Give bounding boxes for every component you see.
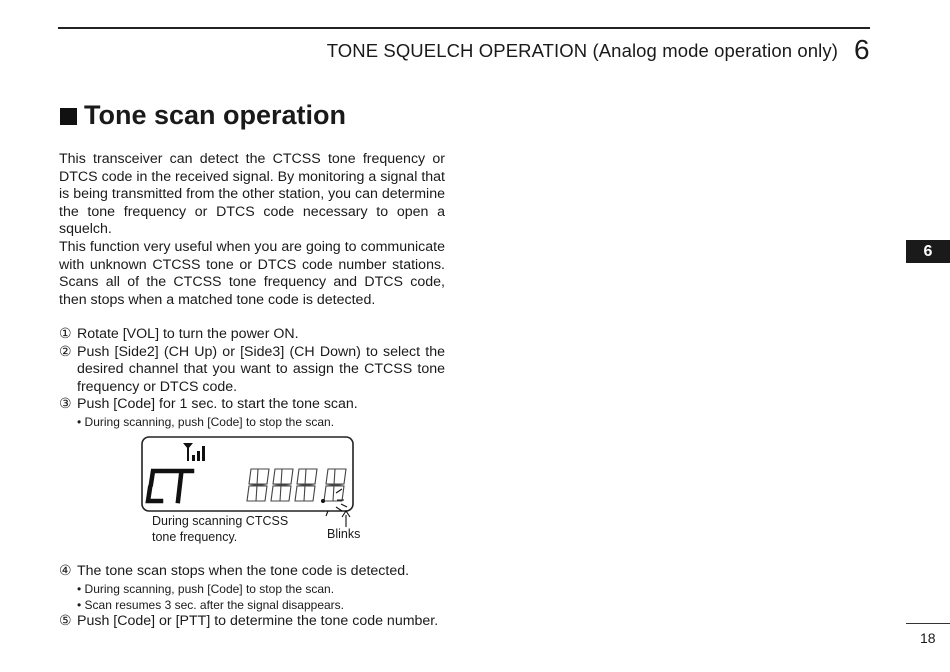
step-text: Push [Side2] (CH Up) or [Side3] (CH Down) to select the desired channel that you want to assign the CTCSS tone frequency or DTCS code. — [77, 343, 445, 395]
page-number: 18 — [920, 630, 936, 646]
section-heading — [60, 100, 346, 131]
step-number: ① — [59, 326, 72, 342]
step-number: ④ — [59, 563, 72, 579]
header-rule — [58, 27, 870, 29]
step-text: Push [Code] or [PTT] to determine the tone code number. — [77, 612, 439, 629]
step-1 — [59, 326, 445, 344]
step-5 — [59, 613, 445, 631]
step-number: ② — [59, 343, 72, 360]
chapter-side-tab: 6 — [906, 240, 950, 263]
square-bullet-icon — [60, 108, 77, 125]
running-title: TONE SQUELCH OPERATION (Analog mode operation only) — [326, 40, 838, 61]
blink-arrow-icon — [342, 511, 350, 527]
step-3 — [59, 396, 445, 414]
step-text: Push [Code] for 1 sec. to start the tone scan. — [77, 396, 358, 413]
step-text: Rotate [VOL] to turn the power ON. — [77, 326, 299, 342]
step-text: The tone scan stops when the tone code is detected. — [77, 563, 410, 579]
chapter-number: 6 — [854, 34, 870, 65]
intro-text — [59, 151, 445, 309]
steps-list-1 — [59, 326, 445, 430]
section-title: Tone scan operation — [84, 100, 347, 130]
step-2 — [59, 344, 445, 397]
step-4-note-1: • During scanning, push [Code] to stop the scan. — [77, 581, 335, 596]
step-3-note: • During scanning, push [Code] to stop the scan. — [77, 414, 335, 429]
intro-paragraph-2: This function very useful when you are going to communicate with unknown CTCSS tone or DTCS code number stations. Scans all of the CTCSS tone frequency and DTCS code, then stops when a matched tone code is detected. — [59, 238, 445, 308]
footer-rule — [906, 623, 950, 624]
step-number: ⑤ — [59, 612, 72, 629]
step-4 — [59, 563, 445, 581]
step-number: ③ — [59, 396, 72, 413]
lcd-caption-scanning: During scanning CTCSS tone frequency. — [152, 514, 289, 544]
intro-paragraph-1: This transceiver can detect the CTCSS tone frequency or DTCS code in the received signal. By monitoring a signal that is being transmitted from the other station, you can determine the tone frequency or DTCS code necessary to open a squelch. — [59, 151, 445, 238]
lcd-caption-blinks: Blinks — [327, 527, 361, 541]
step-4-note-2: • Scan resumes 3 sec. after the signal disappears. — [77, 597, 345, 612]
steps-list-2 — [59, 563, 445, 630]
decimal-point — [321, 499, 325, 503]
